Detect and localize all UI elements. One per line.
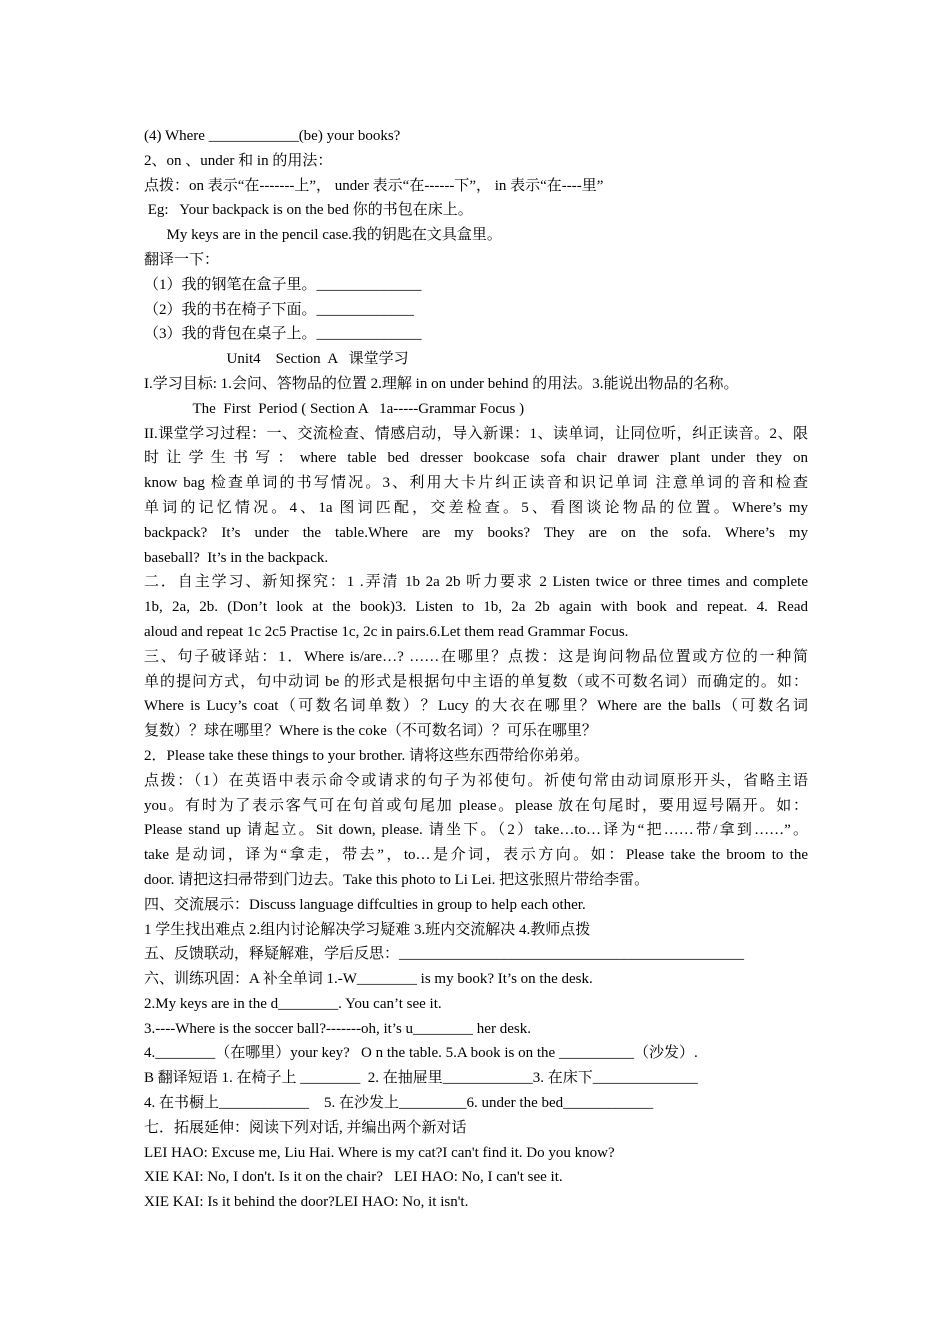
text-line: 4. 在书橱上____________ 5. 在沙发上_________6. under the bed____________ [144,1095,654,1112]
text-line: I.学习目标: 1.会问、答物品的位置 2.理解 in on under behind 的用法。3.能说出物品的名称。 [144,375,739,392]
text-line: 三、句子破译站：1．Where is/are…? ……在哪里？点拨：这是询问物品位置或方位的一种简 [144,648,808,665]
text-line: 四、交流展示：Discuss language diffculties in group to help each other. [144,896,586,913]
text-line: 复数）？球在哪里？Where is the coke（不可数名词）？可乐在哪里？ [144,723,597,740]
text-line: 3.----Where is the soccer ball?-------oh, it’s u________ her desk. [144,1020,531,1037]
text-line: 点拨：on 表示“在-------上”， under 表示“在------下”， in 表示“在----里” [144,177,604,194]
text-line: 单词的记忆情况。4、1a 图词匹配，交差检查。5、看图谈论物品的位置。Where’s my [144,499,808,516]
text-line: 2.My keys are in the d________. You can’t see it. [144,995,442,1012]
text-line: backpack? It’s under the table.Where are my books? They are on the sofa. Where’s my [144,524,808,541]
text-line: know bag 检查单词的书写情况。3、利用大卡片纠正读音和识记单词 注意单词的音和检查 [144,475,808,492]
text-line: 五、反馈联动，释疑解难，学后反思：______________________________________________ [144,946,745,963]
text-line: 翻译一下： [144,251,220,268]
text-line: aloud and repeat 1c 2c5 Practise 1c, 2c in pairs.6.Let them read Grammar Focus. [144,623,629,640]
text-line: LEI HAO: Excuse me, Liu Hai. Where is my cat?I can't find it. Do you know? [144,1144,615,1161]
text-line: B 翻译短语 1. 在椅子上 ________ 2. 在抽屉里____________3. 在床下______________ [144,1070,698,1087]
text-line: (4) Where ____________(be) your books? [144,128,401,144]
text-line: My keys are in the pencil case.我的钥匙在文具盒里。 [144,227,502,244]
document-page [144,124,808,1215]
text-line: Please stand up 请起立。Sit down, please. 请坐下。（2）take…to…译为“把……带/拿到……”。 [144,822,808,839]
text-line: （2）我的书在椅子下面。_____________ [144,301,415,318]
text-line: 单的提问方式，句中动词 be 的形式是根据句中主语的单复数（或不可数名词）而确定的。如： [144,673,808,690]
text-line: 二．自主学习、新知探究：1 .弄清 1b 2a 2b 听力要求 2 Listen twice or three times and complete [144,574,808,591]
text-line: 时让学生书写：where table bed dresser bookcase sofa chair drawer plant under they on [144,450,808,467]
text-line: door. 请把这扫帚带到门边去。Take this photo to Li Lei. 把这张照片带给李雷。 [144,871,650,888]
text-line: （3）我的背包在桌子上。______________ [144,326,422,343]
text-line: （1）我的钢笔在盒子里。______________ [144,276,422,293]
text-line: 1 学生找出难点 2.组内讨论解决学习疑难 3.班内交流解决 4.教师点拨 [144,921,591,938]
text-line: XIE KAI: Is it behind the door?LEI HAO: No, it isn't. [144,1194,469,1211]
text-line: Eg: Your backpack is on the bed 你的书包在床上。 [144,202,473,219]
text-line: 1b, 2a, 2b. (Don’t look at the book)3. Listen to 1b, 2a 2b again with book and repeat. 4. Read [144,599,808,616]
text-line: Where is Lucy’s coat（可数名词单数）？Lucy 的大衣在哪里？Where are the balls（可数名词 [144,698,808,715]
text-line: 2、on 、under 和 in 的用法： [144,152,333,169]
text-line: Unit4 Section A 课堂学习 [144,351,409,368]
text-line: The First Period ( Section A 1a-----Grammar Focus ) [144,400,525,417]
text-line: 点拨：（1）在英语中表示命令或请求的句子为祁使句。祈使句常由动词原形开头，省略主语 [144,772,808,789]
text-line: you。有时为了表示客气可在句首或句尾加 please。please 放在句尾时，要用逗号隔开。如： [144,797,808,814]
text-line: XIE KAI: No, I don't. Is it on the chair? LEI HAO: No, I can't see it. [144,1169,563,1186]
text-line: baseball? It’s in the backpack. [144,549,329,566]
text-line: 2．Please take these things to your brother. 请将这些东西带给你弟弟。 [144,747,589,764]
text-line: 4.________（在哪里）your key? O n the table. 5.A book is on the __________（沙发）. [144,1045,698,1062]
text-line: 七．拓展延伸：阅读下列对话, 并编出两个新对话 [144,1119,467,1136]
text-line: take 是动词，译为“拿走，带去”，to…是介词，表示方向。如：Please take the broom to the [144,847,808,864]
text-line: II.课堂学习过程：一、交流检查、情感启动，导入新课：1、读单词，让同位听，纠正读音。2、限 [144,425,808,442]
text-line: 六、训练巩固：A 补全单词 1.-W________ is my book? It’s on the desk. [144,971,593,988]
